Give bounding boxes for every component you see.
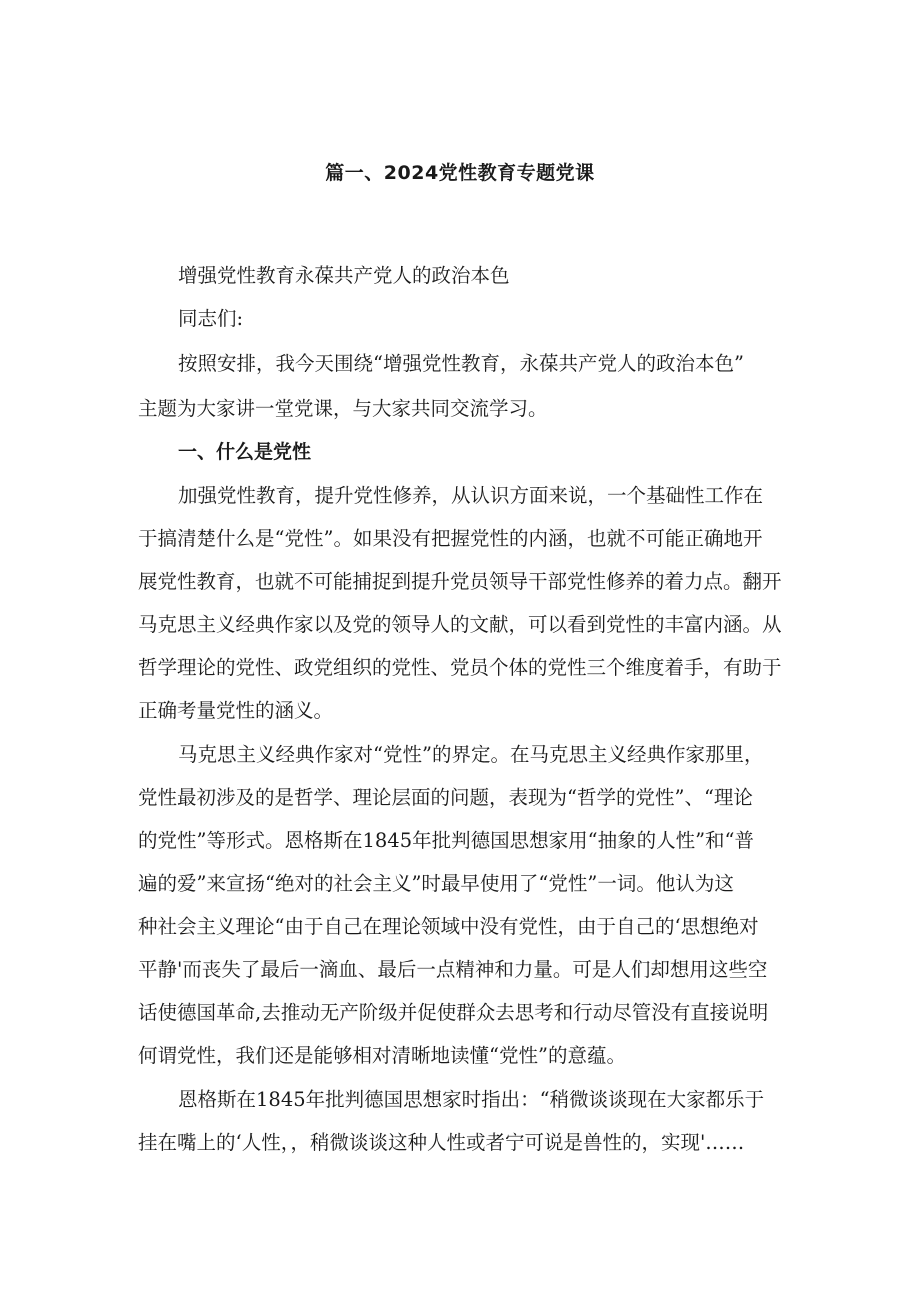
paragraph-line: 恩格斯在1845年批判德国思想家时指出：“稍微谈谈现在大家都乐于 (178, 1088, 765, 1111)
paragraph-line: 展党性教育，也就不可能捕捉到提升党员领导干部党性修养的着力点。翻开 (138, 570, 782, 593)
intro-line: 按照安排，我今天围绕“增强党性教育，永葆共产党人的政治本色” (178, 352, 744, 375)
salutation: 同志们: (178, 307, 244, 330)
paragraph-line: 马克思主义经典作家对“党性”的界定。在马克思主义经典作家那里， (178, 743, 764, 766)
paragraph-line: 马克思主义经典作家以及党的领导人的文献，可以看到党性的丰富内涵。从 (138, 613, 782, 636)
paragraph-line: 的党性”等形式。恩格斯在1845年批判德国思想家用“抽象的人性”和“普 (138, 829, 755, 852)
paragraph-line: 遍的爱”来宣扬“绝对的社会主义”时最早使用了“党性”一词。他认为这 (138, 872, 734, 895)
paragraph-line: 种社会主义理论“由于自己在理论领域中没有党性，由于自己的‘思想绝对 (138, 915, 759, 938)
paragraph-line: 哲学理论的党性、政党组织的党性、党员个体的党性三个维度着手，有助于 (138, 656, 782, 679)
section-heading: 一、什么是党性 (178, 441, 312, 463)
document-subtitle: 增强党性教育永葆共产党人的政治本色 (178, 264, 510, 287)
paragraph-line: 加强党性教育，提升党性修养，从认识方面来说，一个基础性工作在 (178, 484, 764, 507)
document-title: 篇一、2024党性教育专题党课 (325, 162, 595, 184)
paragraph-line: 党性最初涉及的是哲学、理论层面的问题，表现为“哲学的党性”、“理论 (138, 786, 753, 809)
paragraph-line: 于搞清楚什么是“党性”。如果没有把握党性的内涵，也就不可能正确地开 (138, 527, 763, 550)
intro-line: 主题为大家讲一堂党课，与大家共同交流学习。 (138, 397, 548, 420)
paragraph-line: 何谓党性，我们还是能够相对清晰地读懂“党性”的意蕴。 (138, 1044, 626, 1067)
paragraph-line: 话使德国革命,去推动无产阶级并促使群众去思考和行动尽管没有直接说明 (138, 1001, 769, 1024)
paragraph-line: 挂在嘴上的‘人性，，稍微谈谈这种人性或者宁可说是兽性的，实现'…… (138, 1131, 745, 1154)
paragraph-line: 平静'而丧失了最后一滴血、最后一点精神和力量。可是人们却想用这些空 (138, 958, 768, 981)
paragraph-line: 正确考量党性的涵义。 (138, 699, 334, 722)
